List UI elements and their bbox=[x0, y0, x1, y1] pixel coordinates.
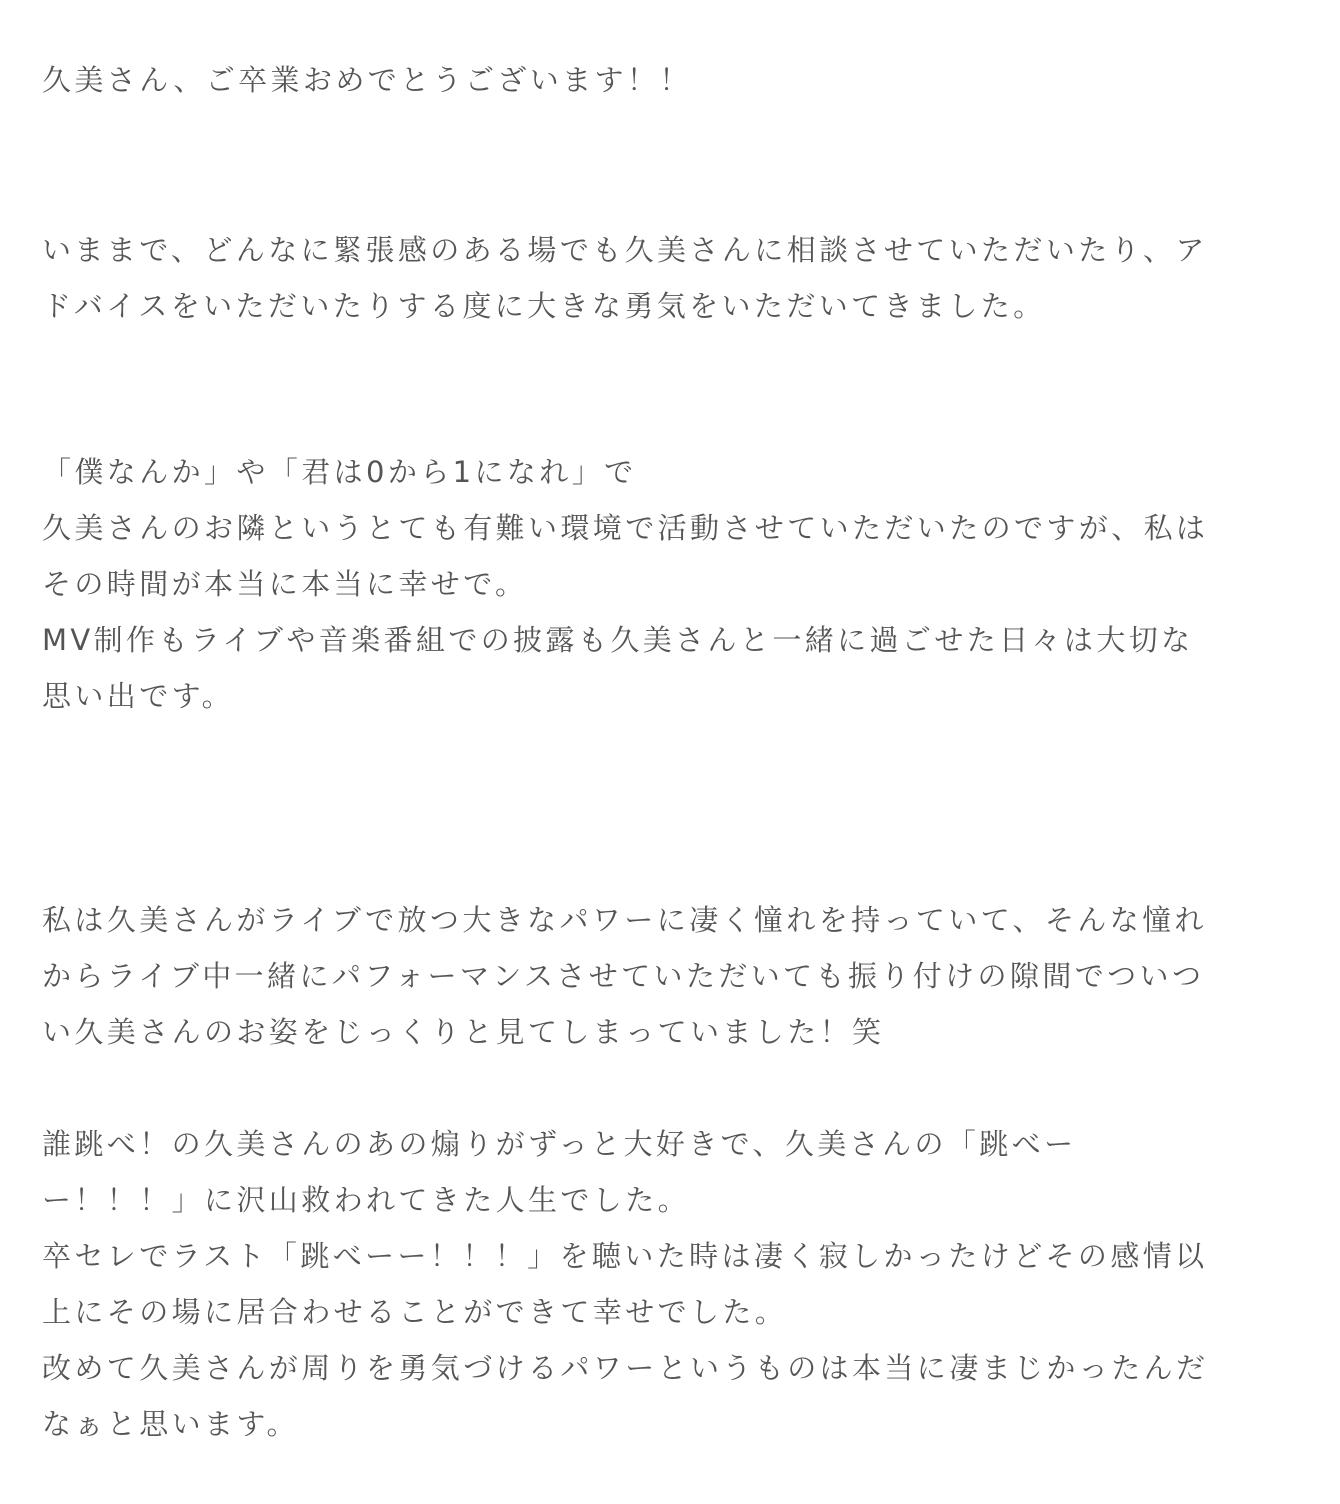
text-line: 久美さんのお隣というとても有難い環境で活動させていただいたのですが、私は bbox=[42, 511, 1209, 545]
text-line: その時間が本当に本当に幸せで。 bbox=[42, 567, 528, 601]
text-line: ー！！！」に沢山救われてきた人生でした。 bbox=[42, 1183, 691, 1217]
text-line: 改めて久美さんが周りを勇気づけるパワーというものは本当に凄まじかったんだ bbox=[42, 1351, 1209, 1385]
text-line: 久美さん、ご卒業おめでとうございます！！ bbox=[42, 63, 692, 97]
text-line: いままで、どんなに緊張感のある場でも久美さんに相談させていただいたり、ア bbox=[42, 233, 1208, 267]
text-line: なぁと思います。 bbox=[42, 1407, 299, 1441]
text-line: 「僕なんか」や「君は0から1になれ」で bbox=[42, 455, 637, 489]
text-line: い久美さんのお姿をじっくりと見てしまっていました！笑 bbox=[42, 1015, 885, 1049]
text-line: MV制作もライブや音楽番組での披露も久美さんと一緒に過ごせた日々は大切な bbox=[42, 623, 1194, 657]
text-line: 思い出です。 bbox=[42, 679, 235, 713]
text-line: からライブ中一緒にパフォーマンスさせていただいても振り付けの隙間でついつ bbox=[42, 959, 1205, 993]
text-line: ドバイスをいただいたりする度に大きな勇気をいただいてきました。 bbox=[42, 289, 1046, 323]
text-line: 私は久美さんがライブで放つ大きなパワーに凄く憧れを持っていて、そんな憧れ bbox=[42, 903, 1207, 937]
text-line: 誰跳べ！の久美さんのあの煽りがずっと大好きで、久美さんの「跳べー bbox=[42, 1127, 1077, 1161]
text-line: 上にその場に居合わせることができて幸せでした。 bbox=[42, 1295, 788, 1329]
text-line: 卒セレでラスト「跳べーー！！！」を聴いた時は凄く寂しかったけどその感情以 bbox=[42, 1239, 1208, 1273]
